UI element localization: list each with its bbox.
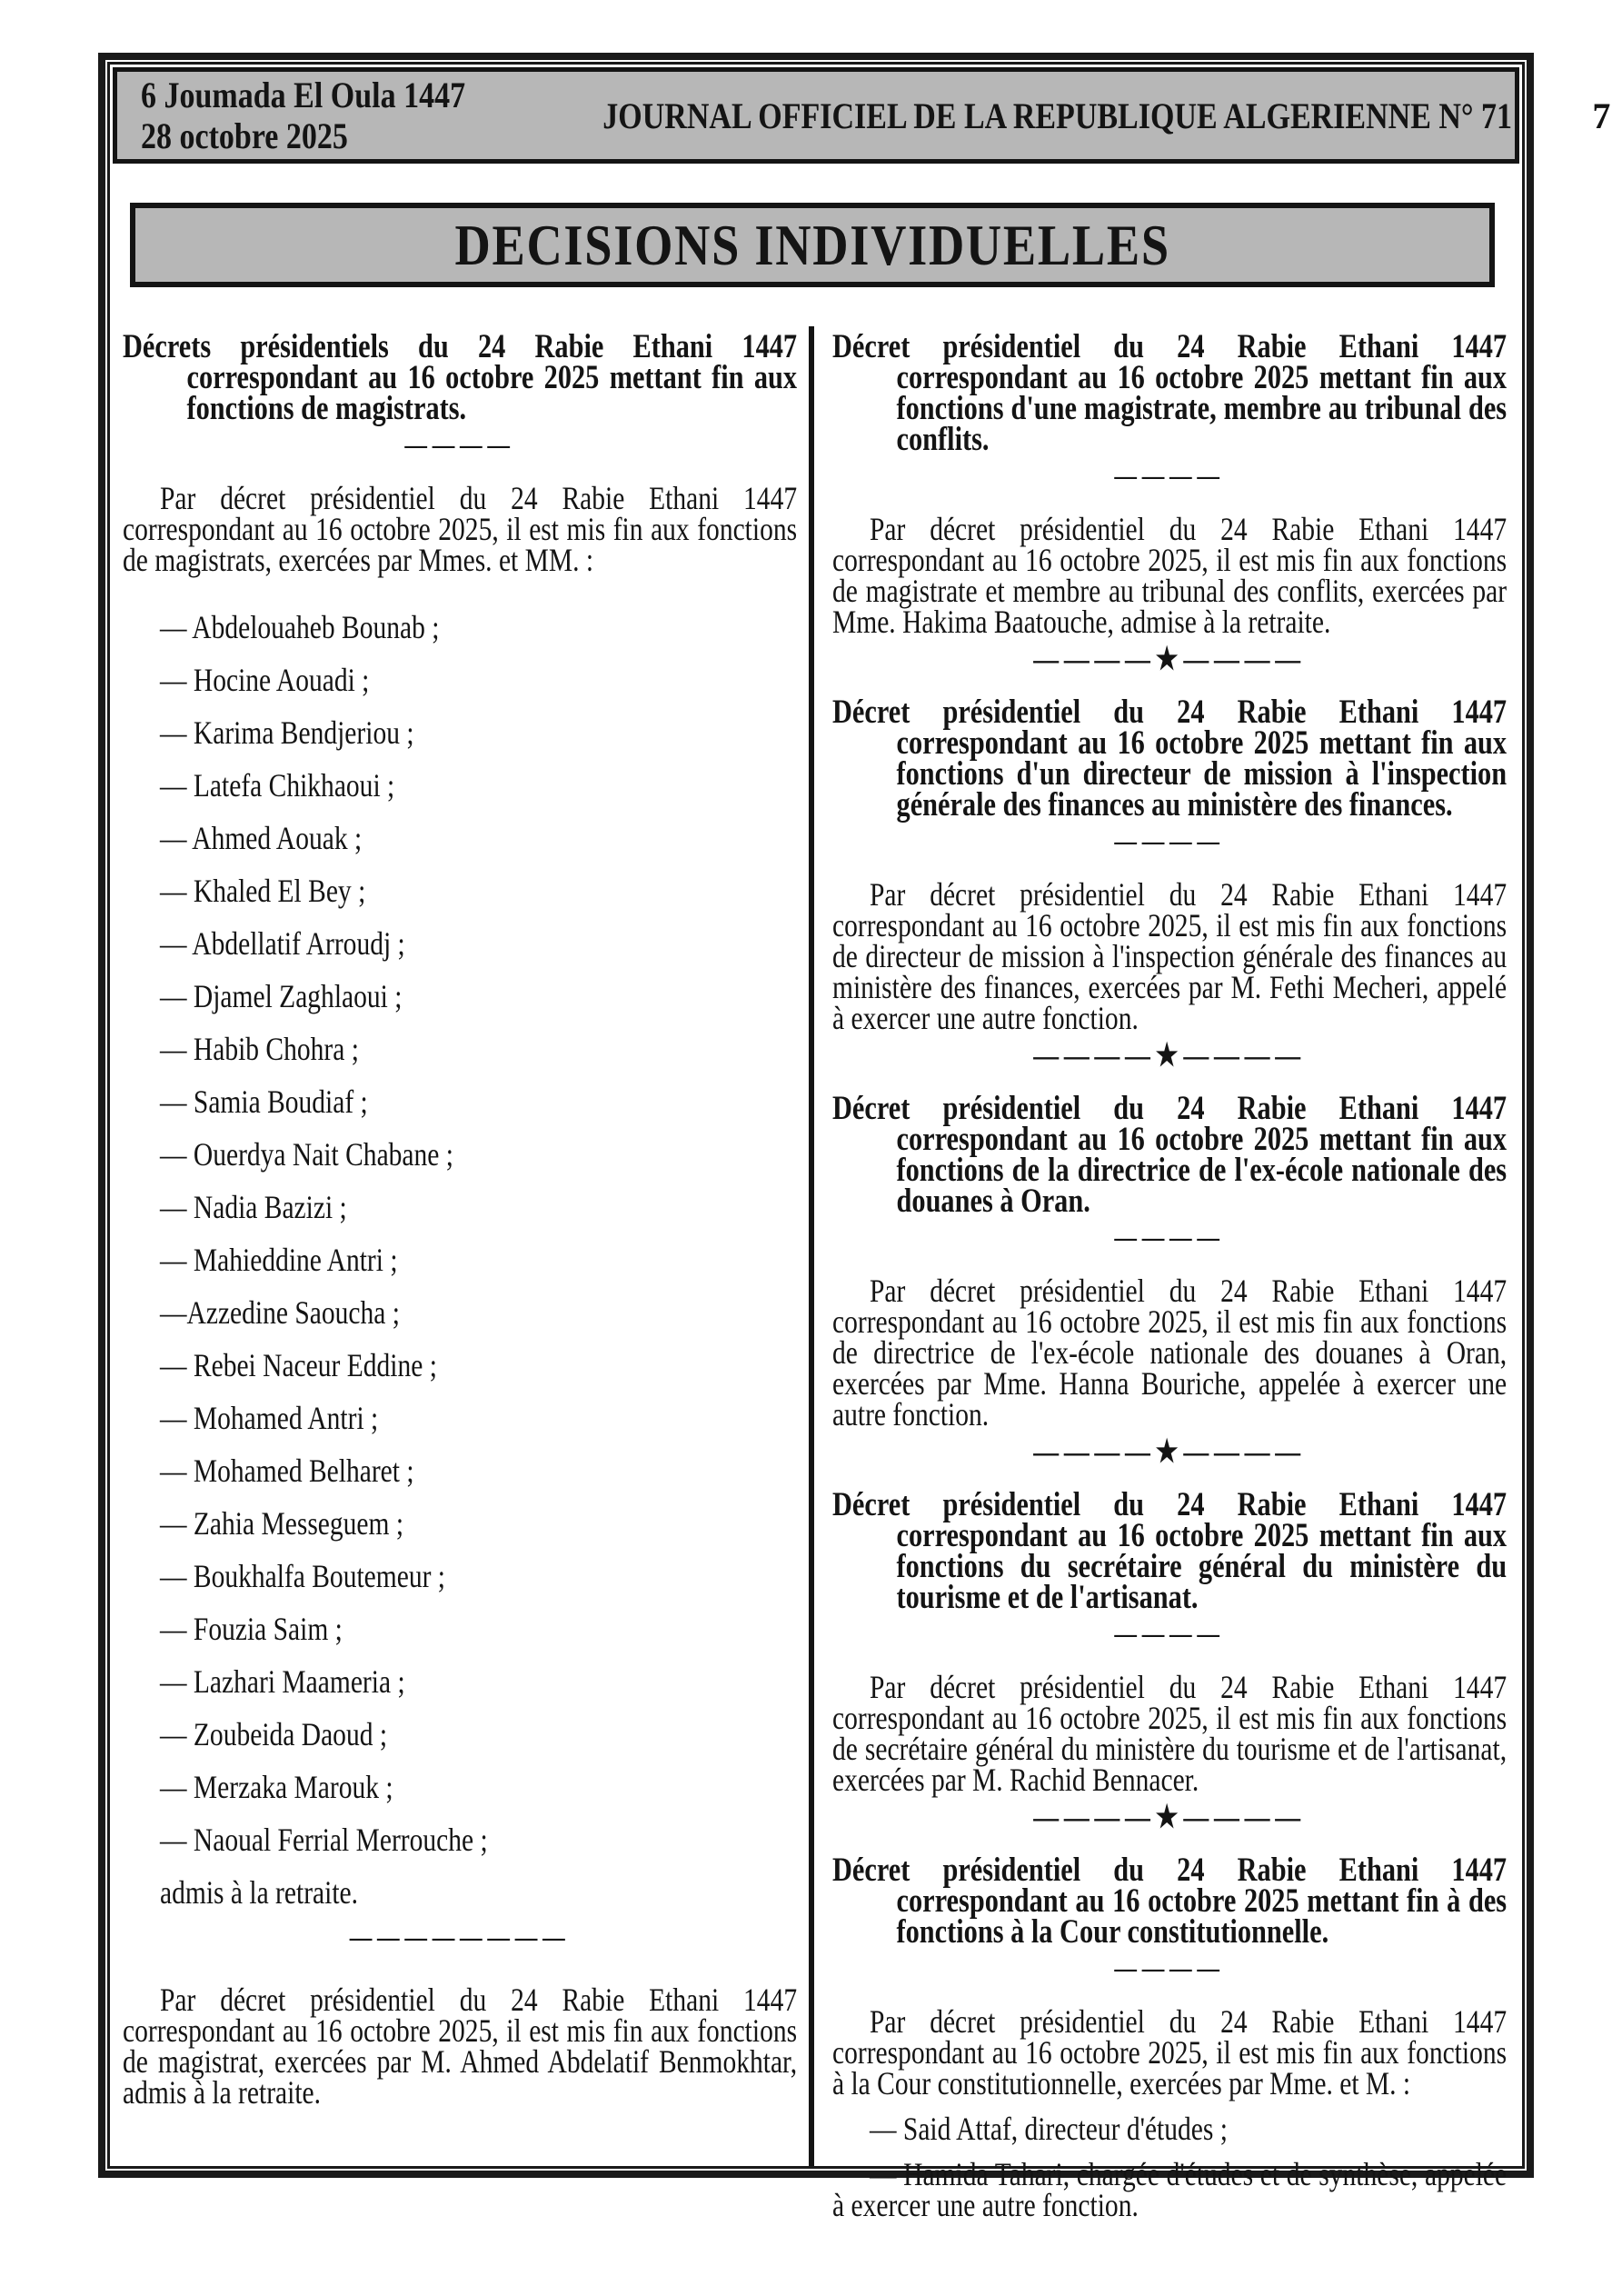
magistrate-name: — Lazhari Maameria ; xyxy=(160,1663,405,1700)
magistrate-name: — Merzaka Marouk ; xyxy=(160,1769,393,1805)
magistrate-name: — Habib Chohra ; xyxy=(160,1031,359,1067)
decree-heading: Décret présidentiel du 24 Rabie Ethani 1447 correspondant au 16 octobre 2025 mettant fin aux fonctions d'une magistrate, membre au tribunal des conflits. xyxy=(832,328,1508,458)
magistrate-name: — Abdellatif Arroudj ; xyxy=(160,925,405,962)
decree-heading: Décrets présidentiels du 24 Rabie Ethani 1447 correspondant au 16 octobre 2025 mettant fin aux fonctions de magistrats. xyxy=(123,328,798,427)
magistrate-name: — Rebei Naceur Eddine ; xyxy=(160,1347,437,1383)
magistrate-name: — Abdelouaheb Bounab ; xyxy=(160,609,440,645)
decree-body: Par décret présidentiel du 24 Rabie Ethani 1447 correspondant au 16 octobre 2025, il est mis fin aux fonctions de magistrat, exercées par M. Ahmed Abdelatif Benmokhtar, admis à la retraite. xyxy=(123,1982,798,2111)
decree-heading: Décret présidentiel du 24 Rabie Ethani 1447 correspondant au 16 octobre 2025 mettant fin à des fonctions à la Cour constitutionnelle. xyxy=(832,1852,1508,1951)
star-separator: ————★———— xyxy=(1033,1801,1306,1834)
right-column xyxy=(832,328,1508,2223)
magistrate-name: — Zoubeida Daoud ; xyxy=(160,1716,388,1752)
date-gregorian: 28 octobre 2025 xyxy=(141,115,348,156)
magistrate-name: — Djamel Zaghlaoui ; xyxy=(160,978,403,1014)
magistrate-name: — Latefa Chikhaoui ; xyxy=(160,767,395,804)
magistrate-name: — Mohamed Belharet ; xyxy=(160,1452,414,1489)
magistrate-name: — Nadia Bazizi ; xyxy=(160,1189,347,1225)
dash-separator: ———— xyxy=(1114,1953,1225,1983)
left-column xyxy=(123,328,798,2111)
page-frame-inner xyxy=(107,62,1611,2223)
list-closing: admis à la retraite. xyxy=(160,1874,359,1911)
magistrate-name: — Samia Boudiaf ; xyxy=(160,1083,368,1120)
section-banner xyxy=(130,203,1495,287)
decree-body: Par décret présidentiel du 24 Rabie Ethani 1447 correspondant au 16 octobre 2025, il est mis fin aux fonctions à la Cour constitutionnelle, exercées par Mme. et M. : xyxy=(832,2003,1508,2101)
date-hijri: 6 Joumada El Oula 1447 xyxy=(141,74,466,115)
dash-separator: ———— xyxy=(1114,461,1225,491)
journal-title: JOURNAL OFFICIEL DE LA REPUBLIQUE ALGERIENNE N° 71 xyxy=(602,95,1513,136)
header-dates xyxy=(141,75,465,156)
magistrate-name: — Khaled El Bey ; xyxy=(160,873,366,909)
decree-body: Par décret présidentiel du 24 Rabie Ethani 1447 correspondant au 16 octobre 2025, il est mis fin aux fonctions de directeur de mission à l'inspection générale des finances au ministère des finances, exercées par M. Fethi Mecheri, appelé à exercer une autre fonction. xyxy=(832,876,1508,1036)
section-banner-title: DECISIONS INDIVIDUELLES xyxy=(454,212,1170,277)
magistrate-name: — Ouerdya Nait Chabane ; xyxy=(160,1136,453,1173)
decree-heading: Décret présidentiel du 24 Rabie Ethani 1447 correspondant au 16 octobre 2025 mettant fin aux fonctions du secrétaire général du ministère du tourisme et de l'artisanat. xyxy=(832,1486,1508,1616)
long-dash-separator: ———————— xyxy=(349,1922,571,1952)
magistrate-name: — Boukhalfa Boutemeur ; xyxy=(160,1558,445,1594)
magistrate-name: — Ahmed Aouak ; xyxy=(160,820,363,856)
star-separator: ————★———— xyxy=(1033,1435,1306,1469)
column-divider xyxy=(809,326,814,2166)
magistrate-name: —Azzedine Saoucha ; xyxy=(160,1294,400,1331)
dash-separator: ———— xyxy=(1114,826,1225,856)
magistrate-name: — Fouzia Saim ; xyxy=(160,1611,343,1647)
decree-heading: Décret présidentiel du 24 Rabie Ethani 1447 correspondant au 16 octobre 2025 mettant fin aux fonctions de la directrice de l'ex-école nationale des douanes à Oran. xyxy=(832,1090,1508,1220)
decree-body: Par décret présidentiel du 24 Rabie Ethani 1447 correspondant au 16 octobre 2025, il est mis fin aux fonctions de magistrate et membre au tribunal des conflits, exercées par Mme. Hakima Baatouche, admise à la retraite. xyxy=(832,511,1508,640)
magistrate-name: — Karima Bendjeriou ; xyxy=(160,714,414,751)
list-item: — Said Attaf, directeur d'études ; xyxy=(870,2111,1228,2147)
page-frame xyxy=(98,53,1611,2223)
magistrate-name: — Zahia Messeguem ; xyxy=(160,1505,404,1542)
magistrate-name: — Mahieddine Antri ; xyxy=(160,1242,398,1278)
journal-header xyxy=(113,67,1611,164)
decree-heading: Décret présidentiel du 24 Rabie Ethani 1447 correspondant au 16 octobre 2025 mettant fin aux fonctions d'un directeur de mission à l'inspection générale des finances au ministère des finances. xyxy=(832,694,1508,824)
star-separator: ————★———— xyxy=(1033,1039,1306,1073)
text-columns xyxy=(110,326,1522,2223)
dash-separator: ———— xyxy=(1114,1619,1225,1649)
decree-body: Par décret présidentiel du 24 Rabie Ethani 1447 correspondant au 16 octobre 2025, il est mis fin aux fonctions de magistrats, exercées par Mmes. et MM. : xyxy=(123,480,798,578)
magistrate-name: — Naoual Ferrial Merrouche ; xyxy=(160,1822,488,1858)
star-separator: ————★———— xyxy=(1033,643,1306,676)
dash-separator: ———— xyxy=(1114,1223,1225,1253)
decree-body: Par décret présidentiel du 24 Rabie Ethani 1447 correspondant au 16 octobre 2025, il est mis fin aux fonctions de secrétaire général du ministère du tourisme et de l'artisanat, exercées par M. Rachid Bennacer. xyxy=(832,1669,1508,1798)
magistrate-name: — Hocine Aouadi ; xyxy=(160,662,370,698)
magistrate-name: — Mohamed Antri ; xyxy=(160,1400,379,1436)
list-item: — Hamida Tahari, chargée d'études et de synthèse, appelée à exercer une autre fonction. xyxy=(832,2156,1508,2223)
dash-separator: ———— xyxy=(404,430,515,460)
magistrates-list xyxy=(123,609,797,1858)
decree-body: Par décret présidentiel du 24 Rabie Ethani 1447 correspondant au 16 octobre 2025, il est mis fin aux fonctions de directrice de l'ex-école nationale des douanes à Oran, exercées par Mme. Hanna Bouriche, appelée à exercer une autre fonction. xyxy=(832,1273,1508,1433)
page-number: 7 xyxy=(1592,95,1611,136)
